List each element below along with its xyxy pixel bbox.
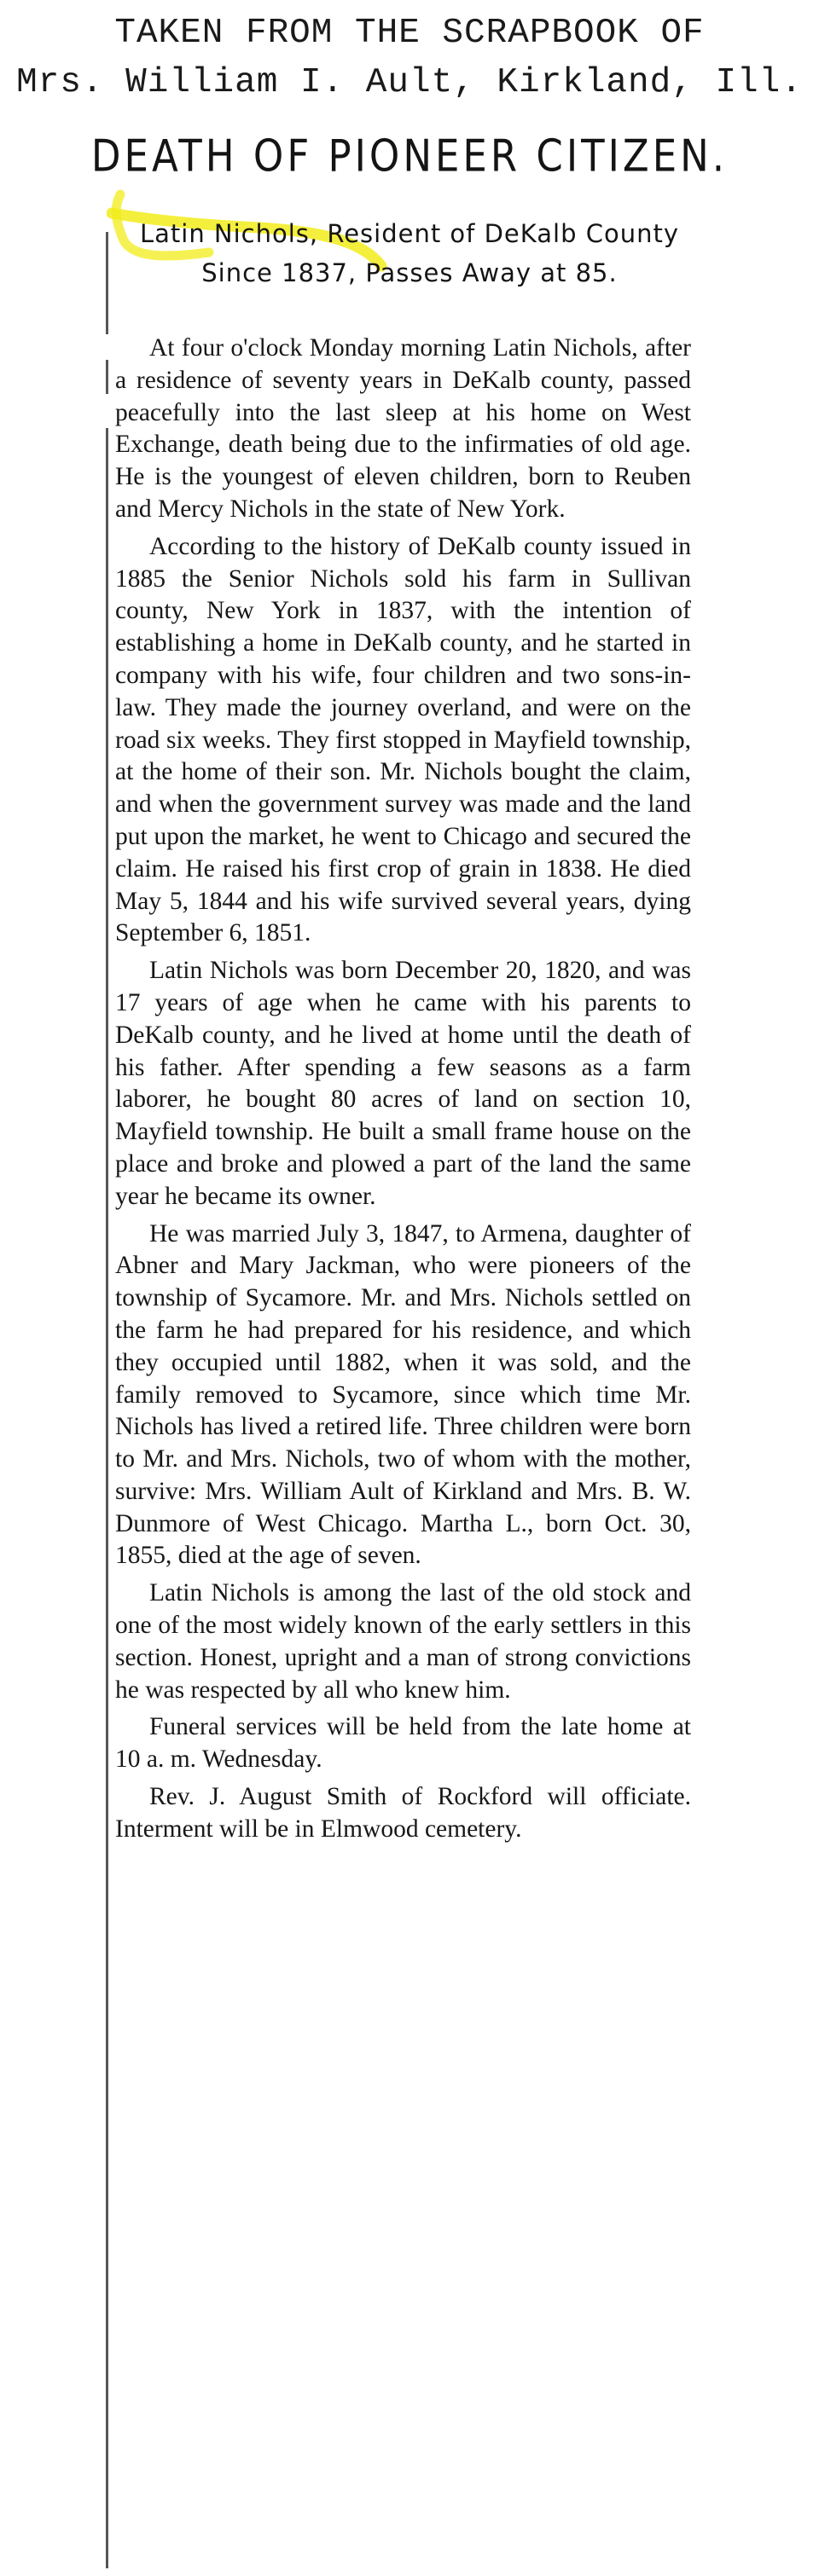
article-paragraph-3: Latin Nichols was born December 20, 1820, and was 17 years of age when he came with his parents to DeKalb county, and he lived at home until the death of his father. After spending a few seasons as a farm laborer, he bought 80 acres of land on section 10, Mayfield township. He built a small frame house on the place and broke and plowed a part of the land the same year he became its owner. xyxy=(115,957,691,1210)
article-paragraph-1: At four o'clock Monday morning Latin Nichols, after a residence of seventy years in DeKalb county, passed peacefully into the last sleep at his home on West Exchange, death being due to the infirmaties of old age. He is the youngest of eleven children, born to Reuben and Mercy Nichols in the state of New York. xyxy=(115,334,691,523)
article-paragraph-6: Funeral services will be held from the late home at 10 a. m. Wednesday. xyxy=(115,1713,691,1774)
subhead-line-1: Latin Nichols, Resident of DeKalb County xyxy=(139,219,680,248)
article-paragraph-7: Rev. J. August Smith of Rockford will officiate. Interment will be in Elmwood cemetery. xyxy=(115,1783,691,1843)
article-paragraph-5: Latin Nichols is among the last of the old stock and one of the most widely known of the early settlers in this section. Honest, upright and a man of strong convictions he was respected by all who knew him. xyxy=(115,1579,691,1704)
subhead-line-2: Since 1837, Passes Away at 85. xyxy=(201,258,618,287)
article-body xyxy=(115,333,691,1851)
clipping-headline: DEATH OF PIONEER CITIZEN. xyxy=(90,130,729,182)
article-paragraph-4: He was married July 3, 1847, to Armena, daughter of Abner and Mary Jackman, who were pioneers of the township of Sycamore. Mr. and Mrs. Nichols settled on the farm he had prepared for his residence, and which they occupied until 1882, when it was sold, and the family removed to Sycamore, since which time Mr. Nichols has lived a retired life. Three children were born to Mr. and Mrs. Nichols, two of whom with the mother, survive: Mrs. William Ault of Kirkland and Mrs. B. W. Dunmore of West Chicago. Martha L., born Oct. 30, 1855, died at the age of seven. xyxy=(115,1219,691,1570)
column-rule xyxy=(106,232,108,2568)
article-paragraph-2: According to the history of DeKalb county issued in 1885 the Senior Nichols sold his farm in Sullivan county, New York in 1837, with the intention of establishing a home in DeKalb county, and he started in company with his wife, four children and two sons-in-law. They made the journey overland, and were on the road six weeks. They first stopped in Mayfield township, at the home of their son. Mr. Nichols bought the claim, and when the government survey was made and the land put upon the market, he went to Chicago and secured the claim. He raised his first crop of grain in 1838. He died May 5, 1844 and his wife survived several years, dying September 6, 1851. xyxy=(115,532,691,947)
typed-header-line-2: Mrs. William I. Ault, Kirkland, Ill. xyxy=(16,63,803,102)
typed-header-line-1: TAKEN FROM THE SCRAPBOOK OF xyxy=(114,14,705,53)
